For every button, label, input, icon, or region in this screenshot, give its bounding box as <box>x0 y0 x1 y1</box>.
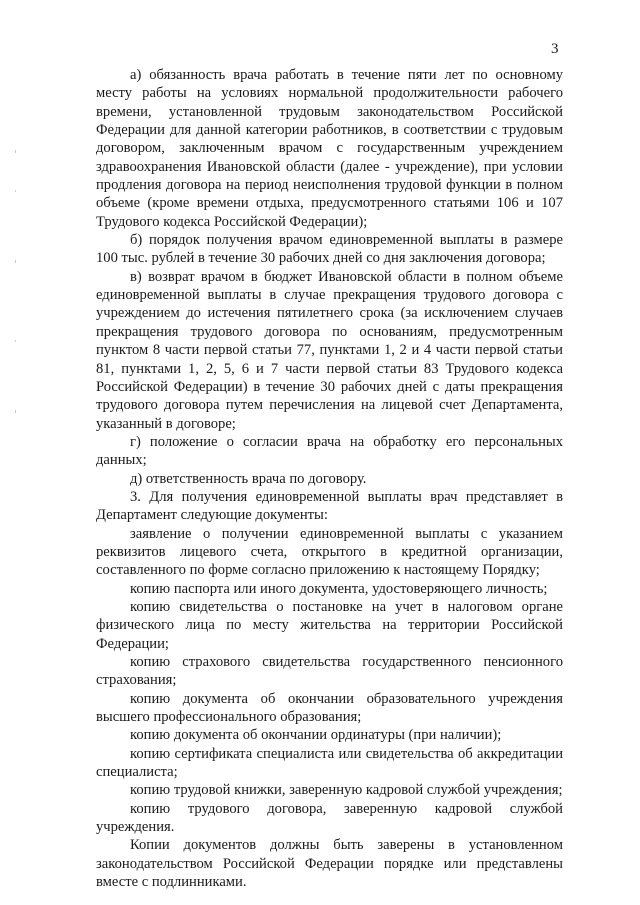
paragraph-v-refund: в) возврат врачом в бюджет Ивановской области в полном объеме единовременной выплаты в случае прекращения трудового договора с учреждением до истечения пятилетнего срока (за исключением случаев прекращения трудового договора по основаниям, предусмотренным пунктом 8 части первой статьи 77, пунктами 1, 2 и 4 части первой статьи 81, пунктами 1, 2, 5, 6 и 7 части первой статьи 83 Трудового кодекса Российской Федерации) в течение 30 рабочих дней с даты прекращения трудового договора путем перечисления на лицевой счет Департамента, указанный в договоре; <box>96 268 563 432</box>
doc-item-tax-registration: копию свидетельства о постановке на учет в налоговом органе физического лица по месту жительства на территории Российской Федерации; <box>96 598 563 652</box>
margin-scan-marks <box>14 150 18 470</box>
paragraph-a-obligation: а) обязанность врача работать в течение пяти лет по основному месту работы на условиях нормальной продолжительности рабочего времени, установленной трудовым законодательством Российской Федерации для данной категории работников, в соответствии с трудовым договором, заключенным врачом с государственным учреждением здравоохранения Ивановской области (далее - учреждение), при условии продления договора на период неисполнения трудовой функции в полном объеме (кроме времени отдыха, предусмотренного статьями 106 и 107 Трудового кодекса Российской Федерации); <box>96 67 563 230</box>
paragraph-certification-note: Копии документов должны быть заверены в установленном законодательством Российской Федерации порядке или представлены вместе с подлинниками. <box>96 837 563 891</box>
doc-item-residency: копию документа об окончании ординатуры (при наличии); <box>130 727 502 744</box>
doc-item-passport: копию паспорта или иного документа, удостоверяющего личность; <box>130 580 548 597</box>
doc-item-certificate: копию сертификата специалиста или свидетельства об аккредитации специалиста; <box>96 745 563 781</box>
doc-item-higher-education: копию документа об окончании образовательного учреждения высшего профессионального образования; <box>96 690 563 726</box>
document-body <box>96 66 563 891</box>
section-3-heading: 3. Для получения единовременной выплаты врач представляет в Департамент следующие документы: <box>96 488 563 524</box>
page-number: 3 <box>551 41 559 57</box>
doc-item-employment-contract: копию трудового договора, заверенную кадровой службой учреждения. <box>96 800 563 836</box>
paragraph-d-responsibility: д) ответственность врача по договору. <box>130 470 367 487</box>
paragraph-b-payment-procedure: б) порядок получения врачом единовременной выплаты в размере 100 тыс. рублей в течение 30 рабочих дней со дня заключения договора; <box>96 232 563 267</box>
doc-item-employment-record: копию трудовой книжки, заверенную кадровой службой учреждения; <box>130 782 563 799</box>
doc-item-pension-insurance: копию страхового свидетельства государственного пенсионного страхования; <box>96 654 563 689</box>
paragraph-g-personal-data: г) положение о согласии врача на обработку его персональных данных; <box>96 433 563 469</box>
doc-item-application: заявление о получении единовременной выплаты с указанием реквизитов лицевого счета, открытого в кредитной организации, составленного по форме согласно приложению к настоящему Порядку; <box>96 525 563 579</box>
